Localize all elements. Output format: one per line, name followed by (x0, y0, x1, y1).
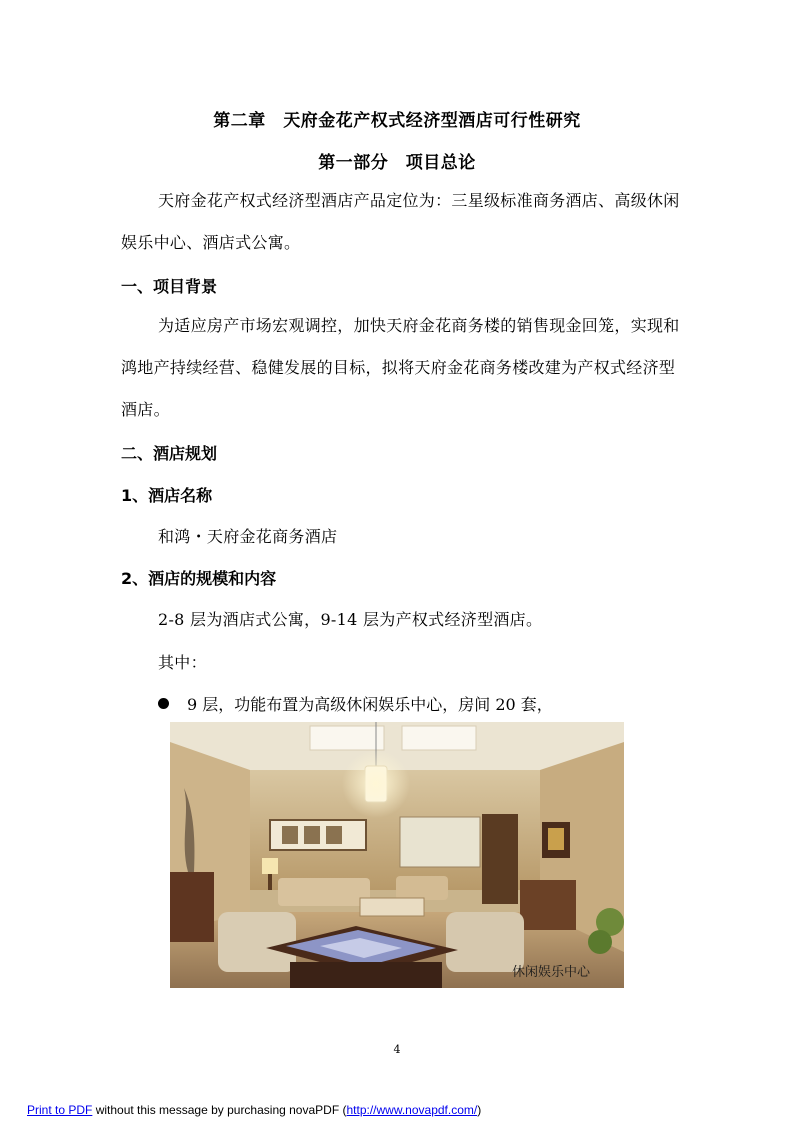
footer-message: without this message by purchasing novaPDF ( (92, 1103, 347, 1117)
section2-heading: 二、酒店规划 (121, 444, 218, 463)
novapdf-url-link[interactable]: http://www.novapdf.com/ (346, 1103, 478, 1117)
page-number: 4 (393, 1043, 401, 1056)
subsection-scale-heading: 2、酒店的规模和内容 (121, 569, 277, 588)
lounge-photo (170, 722, 624, 988)
part-title: 第一部分 项目总论 (318, 153, 476, 173)
hotel-name: 和鸿・天府金花商务酒店 (158, 527, 338, 546)
chapter-title: 第二章 天府金花产权式经济型酒店可行性研究 (213, 111, 581, 131)
section1-body: 为适应房产市场宏观调控，加快天府金花商务楼的销售现金回笼，实现和鸿地产持续经营、稳健发展的目标，拟将天府金花商务楼改建为产权式经济型酒店。 (121, 316, 680, 419)
bullet-item (158, 692, 553, 715)
footer-closing: ) (477, 1103, 482, 1117)
subsection-hotel-name-heading: 1、酒店名称 (121, 486, 213, 505)
photo-caption: 休闲娱乐中心 (511, 965, 590, 980)
print-to-pdf-link[interactable]: Print to PDF (27, 1103, 93, 1117)
among-label: 其中： (158, 653, 207, 672)
lounge-illustration (170, 722, 624, 988)
novapdf-footer (27, 1103, 481, 1117)
bullet-dot-icon (158, 698, 169, 709)
section1-heading: 一、项目背景 (121, 277, 218, 296)
intro-paragraph: 天府金花产权式经济型酒店产品定位为：三星级标准商务酒店、高级休闲娱乐中心、酒店式公寓。 (121, 191, 680, 252)
bullet-item-text: 9 层，功能布置为高级休闲娱乐中心，房间 20 套， (187, 695, 553, 714)
floors-line: 2-8 层为酒店式公寓，9-14 层为产权式经济型酒店。 (158, 610, 543, 629)
